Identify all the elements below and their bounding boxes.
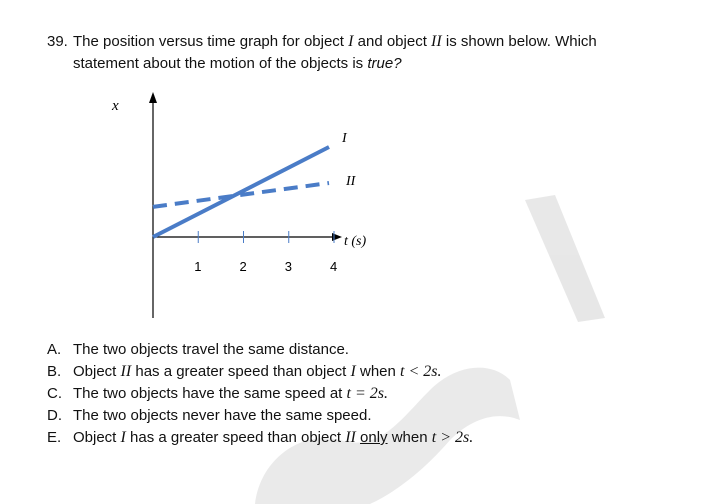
answer-text: when — [387, 429, 432, 446]
question-emphasis: true? — [367, 55, 402, 72]
series-II-line — [153, 183, 329, 207]
object-label: II — [120, 363, 132, 380]
math-expression: t < 2s. — [400, 363, 442, 380]
answer-letter: E. — [47, 429, 62, 446]
answer-letter: D. — [47, 407, 62, 424]
question-text-part: statement about the motion of the objects is — [73, 55, 368, 72]
x-tick-label: 4 — [330, 259, 338, 274]
answer-text: The two objects have the same speed at — [73, 385, 347, 402]
answer-letter: A. — [47, 341, 62, 358]
x-axis-label: t (s) — [344, 234, 367, 249]
object-label: I — [350, 363, 356, 380]
series-I-label: I — [342, 131, 347, 146]
answer-c[interactable] — [47, 383, 607, 405]
series-I-line — [153, 147, 329, 237]
answer-e[interactable] — [47, 427, 607, 449]
question-text-part: is shown below. Which — [441, 33, 597, 50]
object-label: I — [120, 429, 126, 446]
y-axis-label: x — [112, 98, 119, 114]
math-expression: t > 2s. — [431, 429, 474, 446]
answer-b[interactable] — [47, 361, 607, 383]
answer-text: The two objects never have the same speed. — [73, 407, 372, 424]
answer-text: Object — [73, 429, 121, 446]
y-axis-arrow — [149, 92, 157, 103]
answer-a[interactable] — [47, 339, 607, 361]
x-tick-label: 2 — [239, 259, 247, 274]
question-text-part: and object — [353, 33, 432, 50]
answer-letter: C. — [47, 385, 62, 402]
answer-text: The two objects travel the same distance. — [73, 341, 349, 358]
object-I-label: I — [348, 33, 354, 50]
answer-text: has a greater speed than object — [131, 363, 351, 380]
underlined-word: only — [360, 429, 388, 446]
object-II-label: II — [431, 33, 442, 50]
answer-letter: B. — [47, 363, 62, 380]
x-tick-label: 1 — [194, 259, 202, 274]
question-text-part: The position versus time graph for object — [73, 33, 349, 50]
answer-text: when — [355, 363, 401, 380]
question-number: 39. — [47, 33, 68, 50]
answer-text: has a greater speed than object — [125, 429, 346, 446]
series-II-label: II — [346, 174, 356, 189]
x-tick-label: 3 — [284, 259, 292, 274]
object-label: II — [345, 429, 356, 446]
math-expression: t = 2s. — [346, 385, 388, 402]
answer-d[interactable] — [47, 405, 607, 427]
answer-choices — [47, 339, 607, 449]
answer-text: Object — [73, 363, 121, 380]
watermark-stroke — [525, 195, 605, 322]
